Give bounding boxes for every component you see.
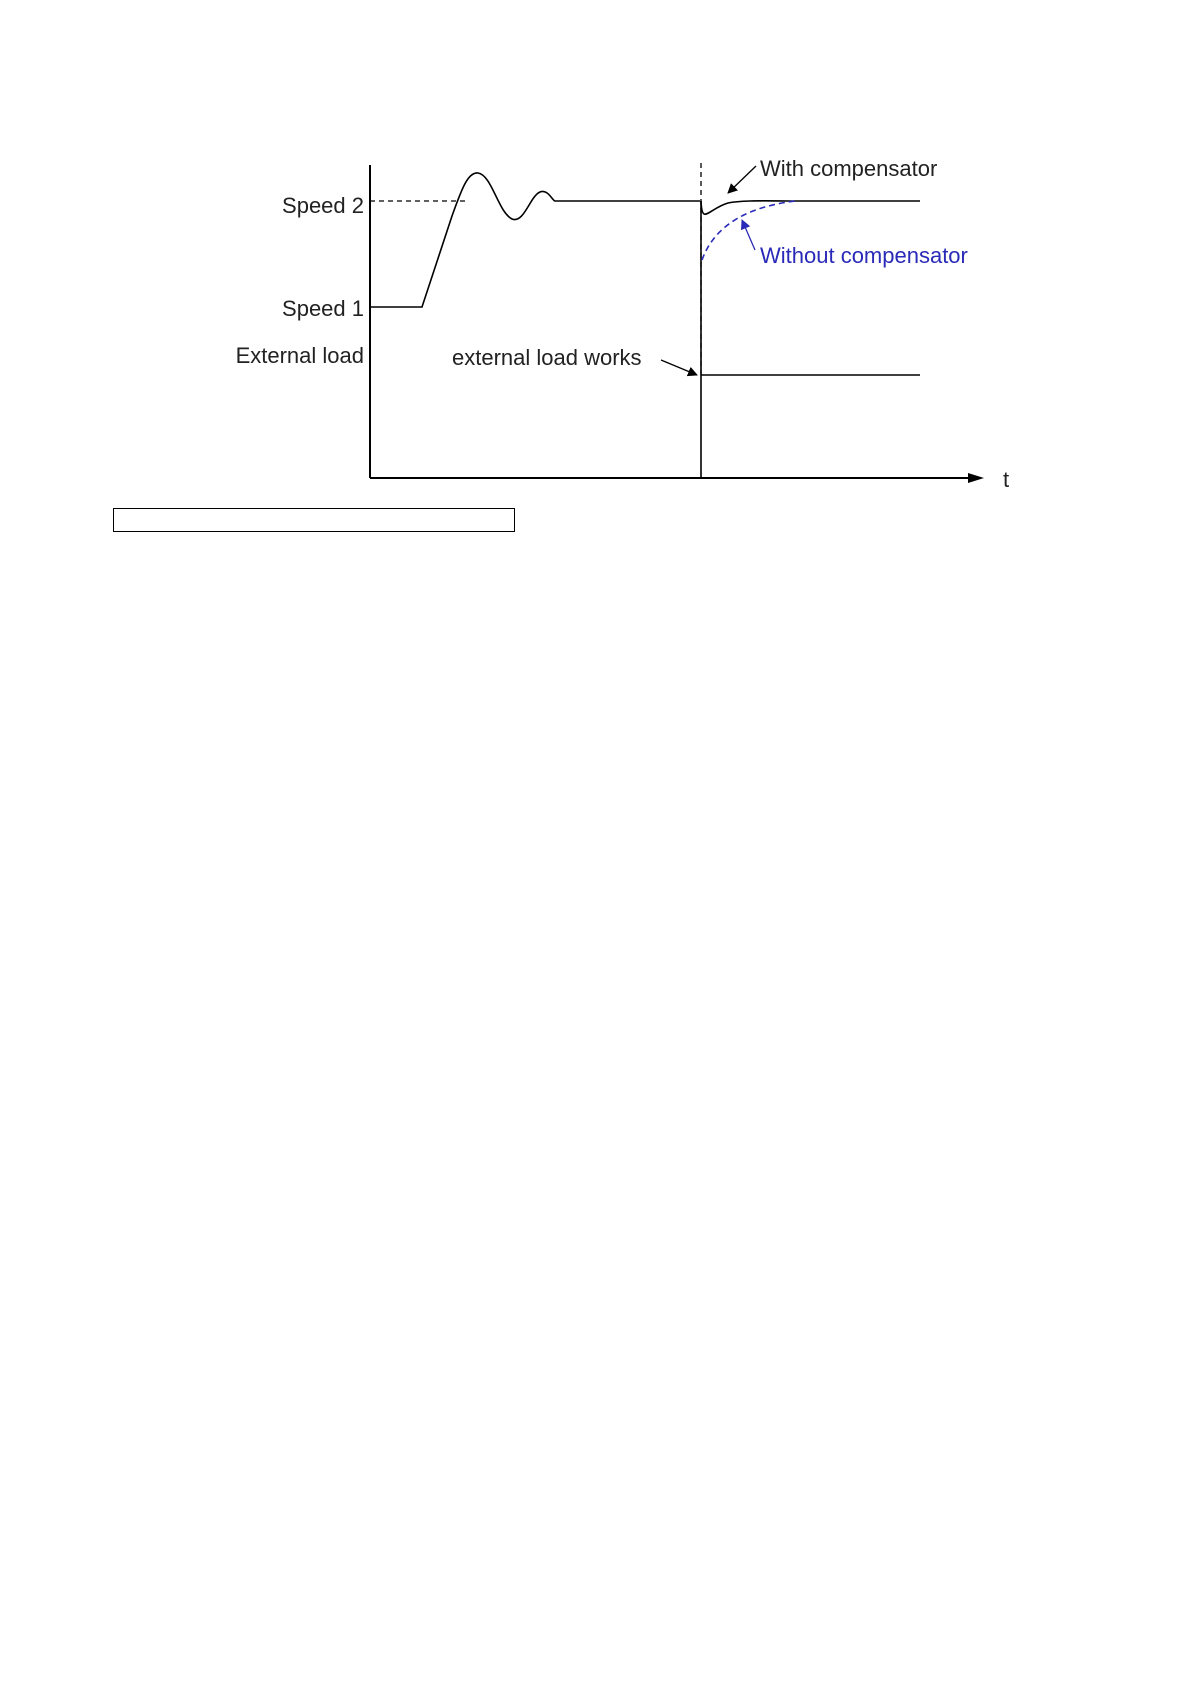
without-compensator-arrow — [742, 220, 755, 250]
speed1-label: Speed 1 — [282, 296, 364, 321]
speed2-label: Speed 2 — [282, 193, 364, 218]
speed-response-curve — [370, 173, 700, 307]
caption-box — [113, 508, 515, 532]
speed-response-diagram — [0, 0, 1191, 560]
with-compensator-curve — [701, 201, 920, 214]
external-load-works-label: external load works — [452, 345, 642, 370]
with-compensator-label: With compensator — [760, 156, 938, 181]
without-compensator-label: Without compensator — [760, 243, 968, 268]
external-load-works-arrow — [661, 360, 697, 375]
x-axis-arrowhead — [968, 473, 984, 483]
external-load-label: External load — [235, 343, 364, 368]
time-axis-label: t — [1003, 467, 1010, 492]
with-compensator-arrow — [728, 166, 756, 193]
